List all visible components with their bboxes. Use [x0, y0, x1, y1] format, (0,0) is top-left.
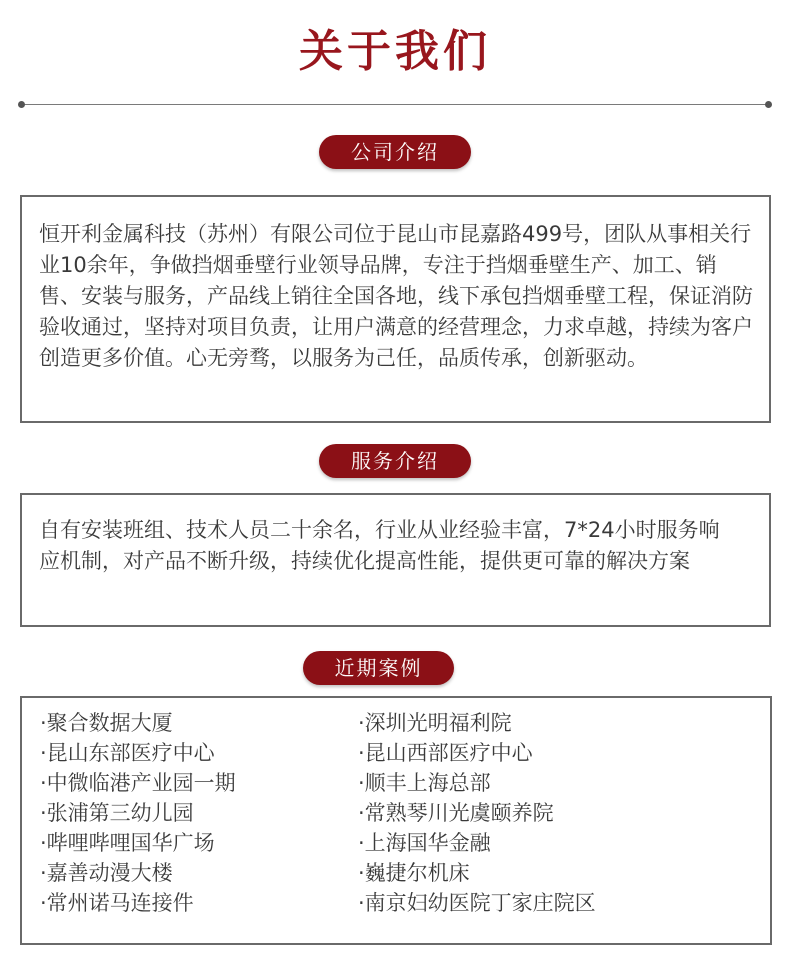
- case-item: ·哔哩哔哩国华广场: [40, 831, 215, 855]
- case-item: ·顺丰上海总部: [358, 771, 491, 795]
- service-intro-text: 自有安装班组、技术人员二十余名，行业从业经验丰富，7*24小时服务响应机制，对产品不断升级，持续优化提高性能，提供更可靠的解决方案: [39, 518, 720, 573]
- case-item: ·昆山东部医疗中心: [40, 741, 215, 765]
- company-intro-box: [20, 195, 771, 423]
- recent-cases-box: [20, 696, 772, 945]
- divider-dot-left: [18, 101, 25, 108]
- cases-column-left: [40, 708, 236, 918]
- case-item: ·常熟琴川光虞颐养院: [358, 801, 554, 825]
- section-label-cases: 近期案例: [303, 651, 454, 685]
- case-item: ·巍捷尔机床: [358, 861, 470, 885]
- section-label-service: 服务介绍: [319, 444, 471, 478]
- section-label-company: 公司介绍: [319, 135, 471, 169]
- case-item: ·嘉善动漫大楼: [40, 861, 173, 885]
- case-item: ·上海国华金融: [358, 831, 491, 855]
- page-title: 关于我们: [299, 26, 491, 77]
- divider-dot-right: [765, 101, 772, 108]
- cases-column-right: [358, 708, 596, 918]
- service-intro-box: [20, 493, 771, 627]
- case-item: ·深圳光明福利院: [358, 711, 512, 735]
- case-item: ·南京妇幼医院丁家庄院区: [358, 891, 596, 915]
- case-item: ·中微临港产业园一期: [40, 771, 236, 795]
- case-item: ·聚合数据大厦: [40, 711, 173, 735]
- case-item: ·张浦第三幼儿园: [40, 801, 194, 825]
- case-item: ·常州诺马连接件: [40, 891, 194, 915]
- case-item: ·昆山西部医疗中心: [358, 741, 533, 765]
- title-divider: [22, 104, 768, 105]
- company-intro-text: 恒开利金属科技（苏州）有限公司位于昆山市昆嘉路499号，团队从事相关行业10余年，争做挡烟垂壁行业领导品牌，专注于挡烟垂壁生产、加工、销售、安装与服务，产品线上销往全国各地，线下承包挡烟垂壁工程，保证消防验收通过，坚持对项目负责，让用户满意的经营理念，力求卓越，持续为客户创造更多价值。心无旁骛，以服务为己任，品质传承，创新驱动。: [39, 222, 753, 370]
